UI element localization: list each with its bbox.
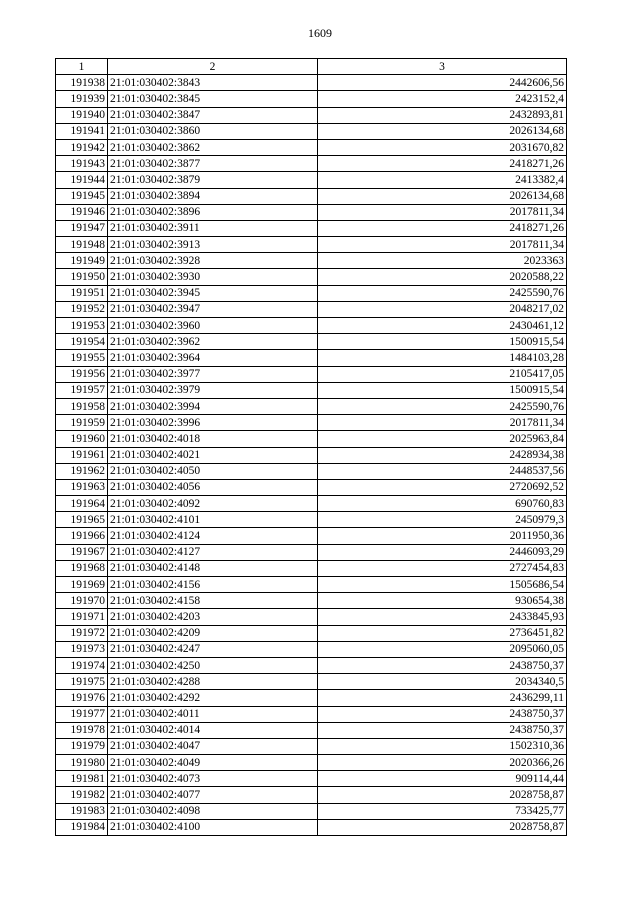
- value-cell: 2418271,26: [318, 156, 567, 172]
- cadastral-number-cell: 21:01:030402:3964: [108, 350, 318, 366]
- table-row: [56, 123, 567, 139]
- table-row: [56, 139, 567, 155]
- cadastral-number-cell: 21:01:030402:3994: [108, 398, 318, 414]
- cadastral-number-cell: 21:01:030402:3896: [108, 204, 318, 220]
- table-body: [56, 75, 567, 836]
- value-cell: 2736451,82: [318, 625, 567, 641]
- cadastral-number-cell: 21:01:030402:4056: [108, 479, 318, 495]
- table-row: [56, 690, 567, 706]
- cadastral-number-cell: 21:01:030402:3845: [108, 91, 318, 107]
- table-row: [56, 237, 567, 253]
- table-row: [56, 787, 567, 803]
- cadastral-number-cell: 21:01:030402:4014: [108, 722, 318, 738]
- row-number-cell: 191970: [56, 593, 108, 609]
- cadastral-number-cell: 21:01:030402:3911: [108, 220, 318, 236]
- value-cell: 2448537,56: [318, 463, 567, 479]
- row-number-cell: 191949: [56, 253, 108, 269]
- cadastral-number-cell: 21:01:030402:3960: [108, 318, 318, 334]
- cadastral-number-cell: 21:01:030402:3930: [108, 269, 318, 285]
- value-cell: 2017811,34: [318, 237, 567, 253]
- cadastral-number-cell: 21:01:030402:3877: [108, 156, 318, 172]
- cadastral-number-cell: 21:01:030402:4047: [108, 738, 318, 754]
- value-cell: 2413382,4: [318, 172, 567, 188]
- table-row: [56, 706, 567, 722]
- table-row: [56, 771, 567, 787]
- column-header-2: 2: [108, 59, 318, 75]
- cadastral-number-cell: 21:01:030402:3945: [108, 285, 318, 301]
- table-row: [56, 463, 567, 479]
- row-number-cell: 191945: [56, 188, 108, 204]
- table-row: [56, 755, 567, 771]
- row-number-cell: 191950: [56, 269, 108, 285]
- cadastral-number-cell: 21:01:030402:4092: [108, 496, 318, 512]
- row-number-cell: 191940: [56, 107, 108, 123]
- value-cell: 1500915,54: [318, 334, 567, 350]
- cadastral-number-cell: 21:01:030402:3962: [108, 334, 318, 350]
- cadastral-number-cell: 21:01:030402:3977: [108, 366, 318, 382]
- row-number-cell: 191967: [56, 544, 108, 560]
- row-number-cell: 191984: [56, 819, 108, 835]
- cadastral-number-cell: 21:01:030402:3928: [108, 253, 318, 269]
- cadastral-number-cell: 21:01:030402:3843: [108, 75, 318, 91]
- value-cell: 2023363: [318, 253, 567, 269]
- cadastral-number-cell: 21:01:030402:4250: [108, 657, 318, 673]
- row-number-cell: 191938: [56, 75, 108, 91]
- value-cell: 2438750,37: [318, 722, 567, 738]
- value-cell: 2430461,12: [318, 318, 567, 334]
- row-number-cell: 191948: [56, 237, 108, 253]
- table-row: [56, 593, 567, 609]
- value-cell: 1502310,36: [318, 738, 567, 754]
- row-number-cell: 191976: [56, 690, 108, 706]
- value-cell: 2442606,56: [318, 75, 567, 91]
- row-number-cell: 191951: [56, 285, 108, 301]
- row-number-cell: 191955: [56, 350, 108, 366]
- row-number-cell: 191960: [56, 431, 108, 447]
- table-row: [56, 447, 567, 463]
- value-cell: 2425590,76: [318, 285, 567, 301]
- table-row: [56, 398, 567, 414]
- row-number-cell: 191939: [56, 91, 108, 107]
- cadastral-number-cell: 21:01:030402:4018: [108, 431, 318, 447]
- value-cell: 2031670,82: [318, 139, 567, 155]
- table-row: [56, 107, 567, 123]
- cadastral-number-cell: 21:01:030402:3913: [108, 237, 318, 253]
- row-number-cell: 191956: [56, 366, 108, 382]
- row-number-cell: 191946: [56, 204, 108, 220]
- row-number-cell: 191978: [56, 722, 108, 738]
- cadastral-number-cell: 21:01:030402:4100: [108, 819, 318, 835]
- value-cell: 2446093,29: [318, 544, 567, 560]
- value-cell: 2028758,87: [318, 819, 567, 835]
- row-number-cell: 191965: [56, 512, 108, 528]
- table-row: [56, 738, 567, 754]
- table-row: [56, 382, 567, 398]
- value-cell: 2436299,11: [318, 690, 567, 706]
- table-row: [56, 657, 567, 673]
- value-cell: 2025963,84: [318, 431, 567, 447]
- table-row: [56, 431, 567, 447]
- row-number-cell: 191983: [56, 803, 108, 819]
- row-number-cell: 191941: [56, 123, 108, 139]
- row-number-cell: 191961: [56, 447, 108, 463]
- row-number-cell: 191962: [56, 463, 108, 479]
- cadastral-number-cell: 21:01:030402:4101: [108, 512, 318, 528]
- table-row: [56, 722, 567, 738]
- column-header-1: 1: [56, 59, 108, 75]
- value-cell: 2438750,37: [318, 706, 567, 722]
- row-number-cell: 191942: [56, 139, 108, 155]
- row-number-cell: 191952: [56, 301, 108, 317]
- table-row: [56, 528, 567, 544]
- table-row: [56, 350, 567, 366]
- row-number-cell: 191943: [56, 156, 108, 172]
- cadastral-number-cell: 21:01:030402:3894: [108, 188, 318, 204]
- table-row: [56, 75, 567, 91]
- table-row: [56, 156, 567, 172]
- row-number-cell: 191959: [56, 415, 108, 431]
- table-row: [56, 819, 567, 835]
- table-row: [56, 301, 567, 317]
- value-cell: 2423152,4: [318, 91, 567, 107]
- page-number: 1609: [308, 26, 332, 40]
- row-number-cell: 191964: [56, 496, 108, 512]
- value-cell: 2017811,34: [318, 204, 567, 220]
- cadastral-number-cell: 21:01:030402:3862: [108, 139, 318, 155]
- table-row: [56, 220, 567, 236]
- table-row: [56, 625, 567, 641]
- value-cell: 2011950,36: [318, 528, 567, 544]
- table-row: [56, 269, 567, 285]
- row-number-cell: 191975: [56, 674, 108, 690]
- value-cell: 733425,77: [318, 803, 567, 819]
- cadastral-number-cell: 21:01:030402:4288: [108, 674, 318, 690]
- table-row: [56, 91, 567, 107]
- row-number-cell: 191969: [56, 577, 108, 593]
- value-cell: 2017811,34: [318, 415, 567, 431]
- table-row: [56, 560, 567, 576]
- table-row: [56, 479, 567, 495]
- value-cell: 2048217,02: [318, 301, 567, 317]
- value-cell: 2105417,05: [318, 366, 567, 382]
- table-row: [56, 496, 567, 512]
- cadastral-number-cell: 21:01:030402:4077: [108, 787, 318, 803]
- column-header-3: 3: [318, 59, 567, 75]
- cadastral-number-cell: 21:01:030402:4098: [108, 803, 318, 819]
- row-number-cell: 191966: [56, 528, 108, 544]
- row-number-cell: 191968: [56, 560, 108, 576]
- table-row: [56, 318, 567, 334]
- cadastral-number-cell: 21:01:030402:3947: [108, 301, 318, 317]
- value-cell: 2020588,22: [318, 269, 567, 285]
- value-cell: 1484103,28: [318, 350, 567, 366]
- value-cell: 2438750,37: [318, 657, 567, 673]
- row-number-cell: 191958: [56, 398, 108, 414]
- value-cell: 2425590,76: [318, 398, 567, 414]
- cadastral-number-cell: 21:01:030402:4011: [108, 706, 318, 722]
- cadastral-number-cell: 21:01:030402:4049: [108, 755, 318, 771]
- value-cell: 2026134,68: [318, 188, 567, 204]
- cadastral-number-cell: 21:01:030402:4021: [108, 447, 318, 463]
- row-number-cell: 191973: [56, 641, 108, 657]
- value-cell: 2095060,05: [318, 641, 567, 657]
- table-row: [56, 803, 567, 819]
- data-table: [55, 58, 567, 836]
- cadastral-number-cell: 21:01:030402:4292: [108, 690, 318, 706]
- value-cell: 2727454,83: [318, 560, 567, 576]
- row-number-cell: 191977: [56, 706, 108, 722]
- value-cell: 2428934,38: [318, 447, 567, 463]
- value-cell: 2034340,5: [318, 674, 567, 690]
- cadastral-number-cell: 21:01:030402:4247: [108, 641, 318, 657]
- cadastral-number-cell: 21:01:030402:3847: [108, 107, 318, 123]
- table-row: [56, 172, 567, 188]
- table-row: [56, 253, 567, 269]
- cadastral-number-cell: 21:01:030402:4156: [108, 577, 318, 593]
- cadastral-number-cell: 21:01:030402:4158: [108, 593, 318, 609]
- table-row: [56, 577, 567, 593]
- table-row: [56, 544, 567, 560]
- table-row: [56, 188, 567, 204]
- value-cell: 2020366,26: [318, 755, 567, 771]
- row-number-cell: 191971: [56, 609, 108, 625]
- value-cell: 2720692,52: [318, 479, 567, 495]
- row-number-cell: 191963: [56, 479, 108, 495]
- cadastral-number-cell: 21:01:030402:3996: [108, 415, 318, 431]
- table-row: [56, 674, 567, 690]
- value-cell: 2433845,93: [318, 609, 567, 625]
- row-number-cell: 191980: [56, 755, 108, 771]
- cadastral-number-cell: 21:01:030402:4050: [108, 463, 318, 479]
- value-cell: 2028758,87: [318, 787, 567, 803]
- value-cell: 2418271,26: [318, 220, 567, 236]
- cadastral-number-cell: 21:01:030402:4127: [108, 544, 318, 560]
- row-number-cell: 191982: [56, 787, 108, 803]
- cadastral-number-cell: 21:01:030402:3879: [108, 172, 318, 188]
- cadastral-number-cell: 21:01:030402:3860: [108, 123, 318, 139]
- row-number-cell: 191981: [56, 771, 108, 787]
- value-cell: 2026134,68: [318, 123, 567, 139]
- cadastral-number-cell: 21:01:030402:4209: [108, 625, 318, 641]
- cadastral-number-cell: 21:01:030402:3979: [108, 382, 318, 398]
- value-cell: 930654,38: [318, 593, 567, 609]
- table-row: [56, 285, 567, 301]
- value-cell: 1505686,54: [318, 577, 567, 593]
- table-row: [56, 609, 567, 625]
- row-number-cell: 191947: [56, 220, 108, 236]
- table-row: [56, 204, 567, 220]
- table-row: [56, 415, 567, 431]
- value-cell: 2432893,81: [318, 107, 567, 123]
- value-cell: 909114,44: [318, 771, 567, 787]
- row-number-cell: 191979: [56, 738, 108, 754]
- cadastral-number-cell: 21:01:030402:4073: [108, 771, 318, 787]
- table-row: [56, 512, 567, 528]
- row-number-cell: 191957: [56, 382, 108, 398]
- table-header-row: [56, 59, 567, 75]
- cadastral-number-cell: 21:01:030402:4124: [108, 528, 318, 544]
- row-number-cell: 191954: [56, 334, 108, 350]
- value-cell: 690760,83: [318, 496, 567, 512]
- value-cell: 2450979,3: [318, 512, 567, 528]
- row-number-cell: 191953: [56, 318, 108, 334]
- table-row: [56, 366, 567, 382]
- table-row: [56, 334, 567, 350]
- cadastral-number-cell: 21:01:030402:4148: [108, 560, 318, 576]
- value-cell: 1500915,54: [318, 382, 567, 398]
- cadastral-number-cell: 21:01:030402:4203: [108, 609, 318, 625]
- row-number-cell: 191972: [56, 625, 108, 641]
- row-number-cell: 191944: [56, 172, 108, 188]
- row-number-cell: 191974: [56, 657, 108, 673]
- table-row: [56, 641, 567, 657]
